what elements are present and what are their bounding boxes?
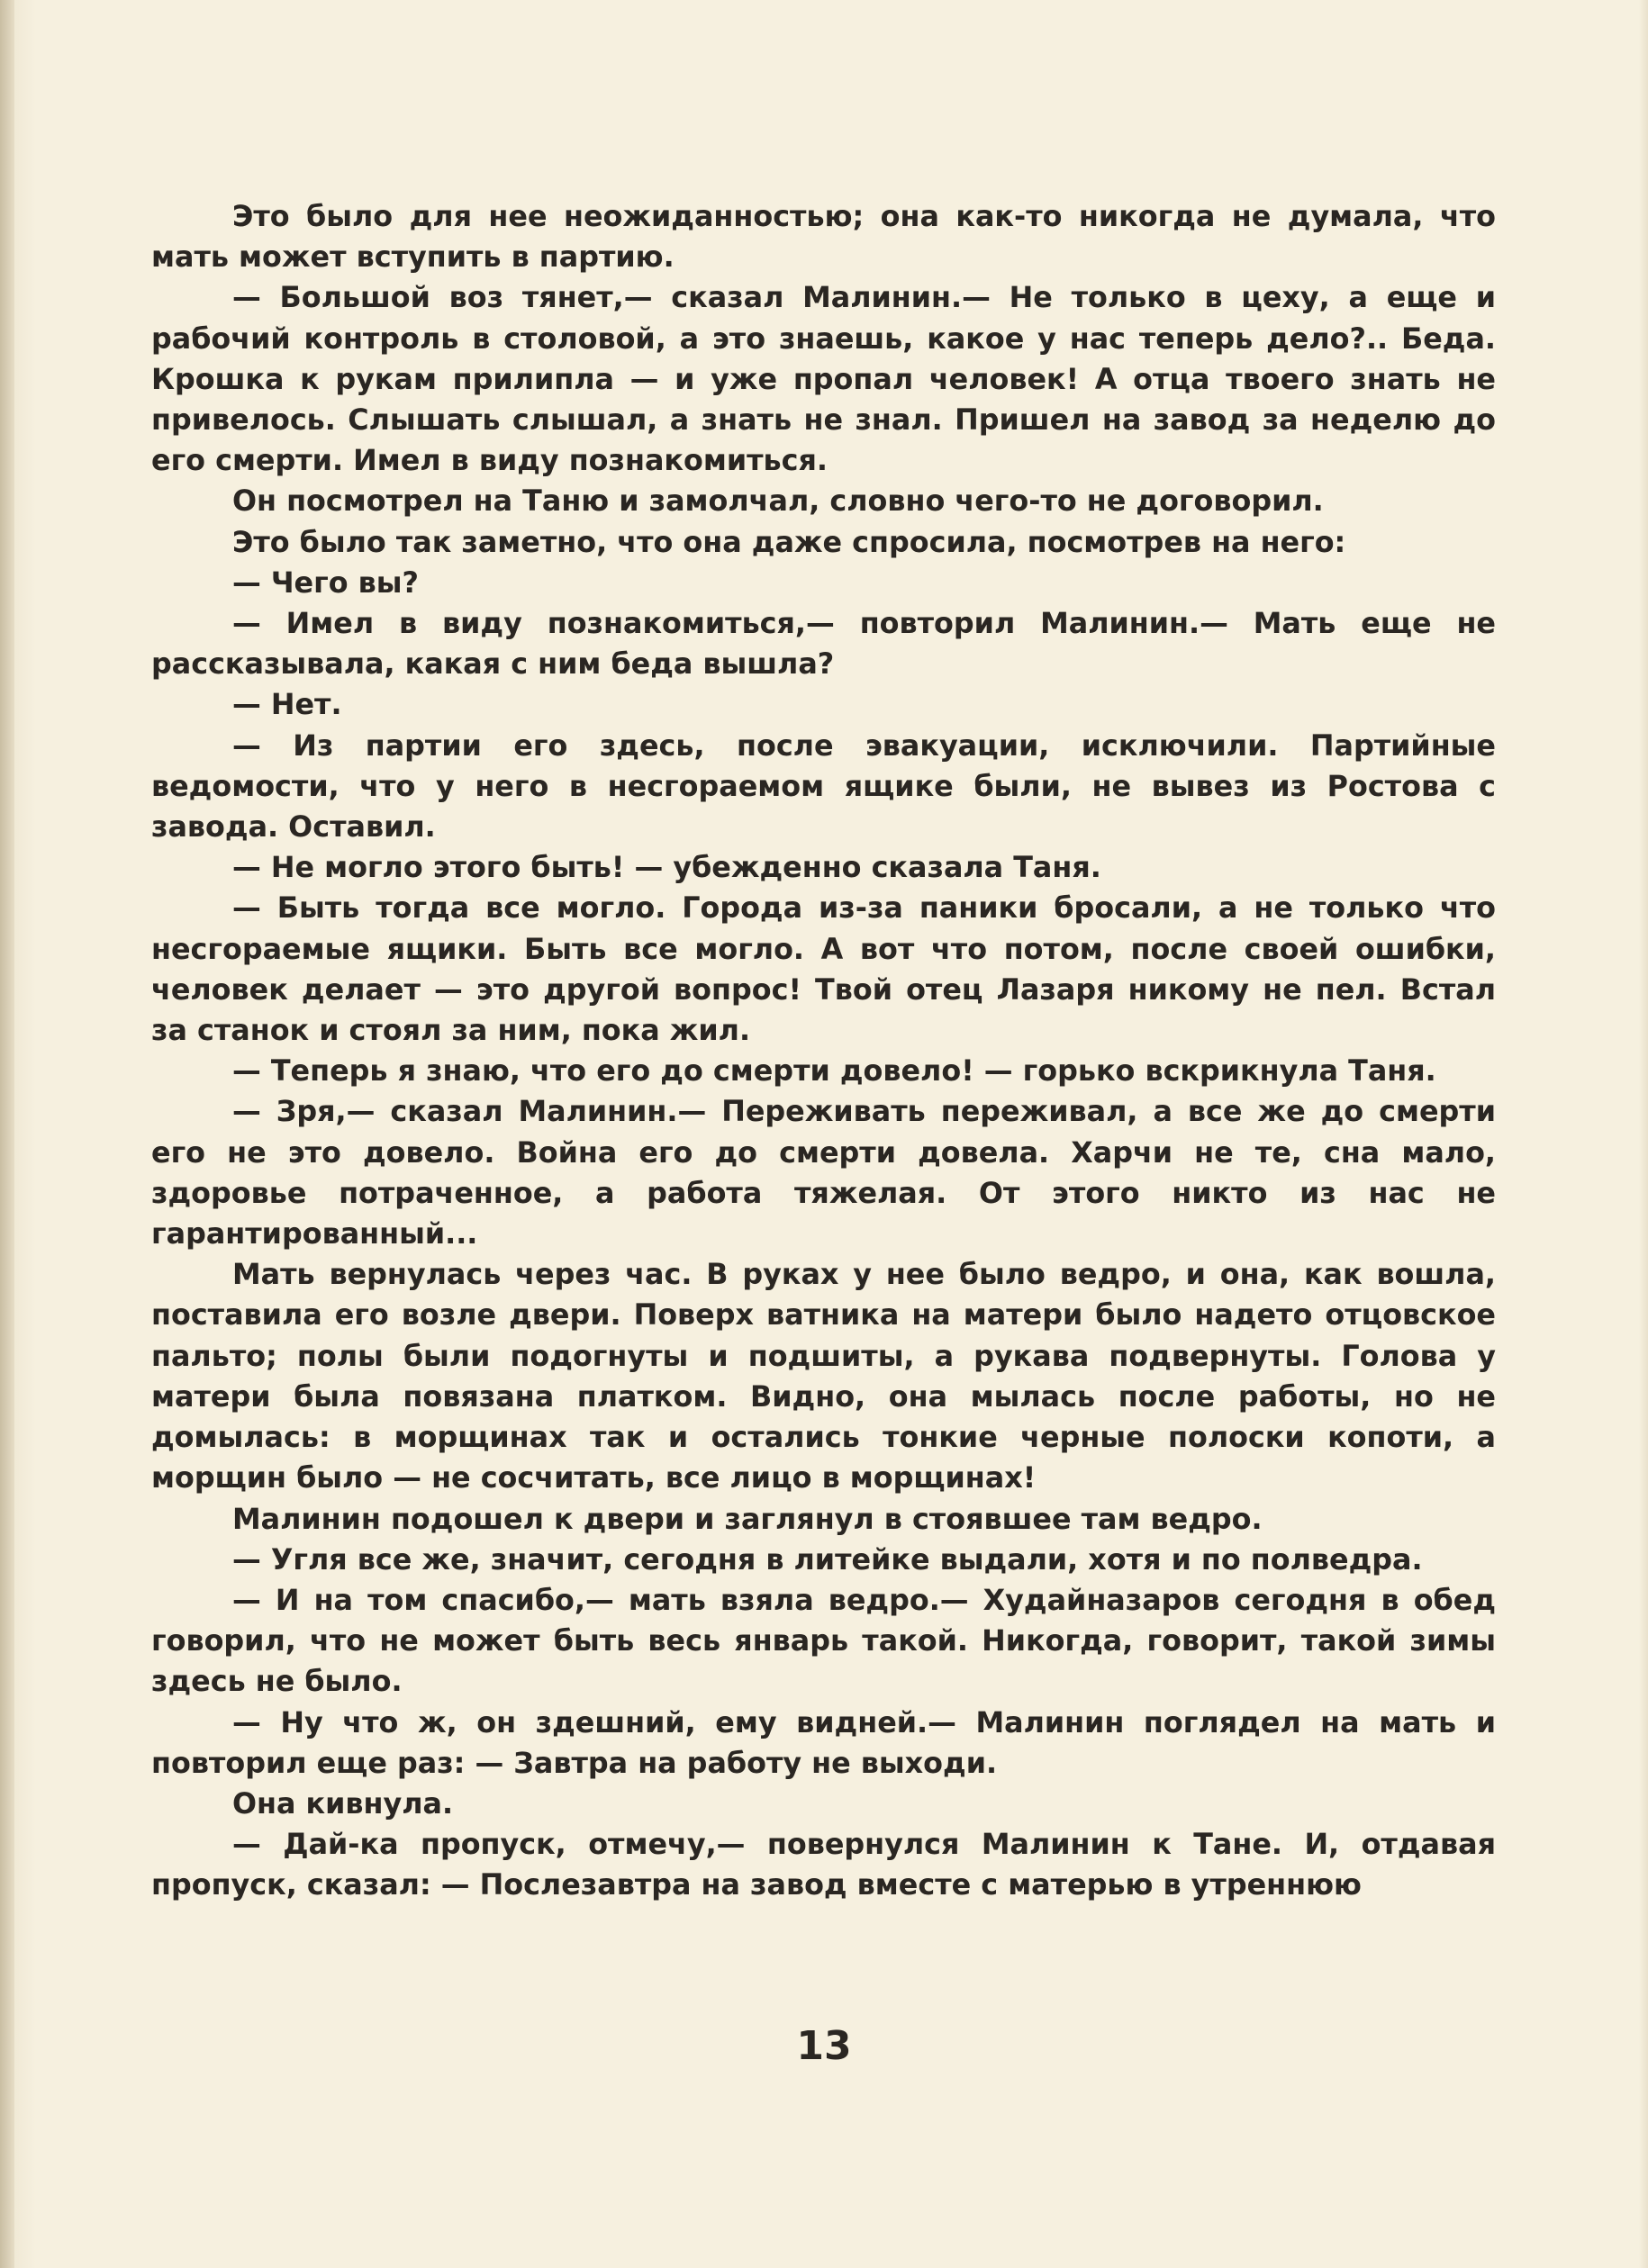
page-edge-shadow — [1639, 0, 1648, 2268]
paragraph: — Большой воз тянет,— сказал Малинин.— Не только в цеху, а еще и рабочий контроль в столовой, а это знаешь, какое у нас теперь дело?.. Беда. Крошка к рукам прилипла — и уже пропал человек! А отца твоего знать не привелось. Слышать слышал, а знать не знал. Пришел на завод за неделю до его смерти. Имел в виду познакомиться. — [151, 281, 1496, 478]
paragraph: — Ну что ж, он здешний, ему видней.— Малинин поглядел на мать и повторил еще раз: — Завтра на работу не выходи. — [151, 1705, 1496, 1780]
paragraph: Он посмотрел на Таню и замолчал, словно чего-то не договорил. — [232, 484, 1324, 519]
paragraph: — Нет. — [232, 688, 342, 722]
paragraph: — Дай-ка пропуск, отмечу,— повернулся Малинин к Тане. И, отдавая пропуск, сказал: — Послезавтра на завод вместе с матерью в утреннюю — [151, 1828, 1496, 1902]
paragraph: Это было для нее неожиданностью; она как-то никогда не думала, что мать может вступить в партию. — [151, 200, 1496, 275]
page-spine-shadow — [0, 0, 14, 2268]
paragraph: — Быть тогда все могло. Города из-за паники бросали, а не только что несгораемые ящики. Быть все могло. А вот что потом, после своей ошибки, человек делает — это другой вопрос! Твой отец Лазаря никому не пел. Встал за станок и стоял за ним, пока жил. — [151, 891, 1496, 1048]
paragraph: — Имел в виду познакомиться,— повторил Малинин.— Мать еще не рассказывала, какая с ним беда вышла? — [151, 607, 1496, 682]
paragraph: — Угля все же, значит, сегодня в литейке выдали, хотя и по полведра. — [232, 1542, 1423, 1577]
paragraph: — Теперь я знаю, что его до смерти довело! — горько вскрикнула Таня. — [232, 1054, 1436, 1089]
paragraph: — Не могло этого быть! — убежденно сказала Таня. — [232, 851, 1101, 885]
paragraph: Она кивнула. — [232, 1786, 454, 1821]
paragraph: — И на том спасибо,— мать взяла ведро.— Худайназаров сегодня в обед говорил, что не может быть весь январь такой. Никогда, говорит, такой зимы здесь не было. — [151, 1583, 1496, 1699]
paragraph: — Чего вы? — [232, 565, 419, 600]
page-number: 13 — [796, 2023, 852, 2069]
paragraph: Это было так заметно, что она даже спросила, посмотрев на него: — [232, 525, 1346, 559]
body-text — [151, 196, 1496, 1906]
paragraph: — Из партии его здесь, после эвакуации, исключили. Партийные ведомости, что у него в несгораемом ящике были, не вывез из Ростова с завода. Оставил. — [151, 728, 1496, 845]
paragraph: Мать вернулась через час. В руках у нее было ведро, и она, как вошла, поставила его возле двери. Поверх ватника на матери было надето отцовское пальто; полы были подогнуты и подшиты, а рукава подвернуты. Голова у матери была повязана платком. Видно, она мылась после работы, но не домылась: в морщинах так и остались тонкие черные полоски копоти, а морщин было — не сосчитать, все лицо в морщинах! — [151, 1258, 1496, 1495]
paragraph: — Зря,— сказал Малинин.— Переживать переживал, а все же до смерти его не это довело. Война его до смерти довела. Харчи не те, сна мало, здоровье потраченное, а работа тяжелая. От этого никто из нас не гарантированный... — [151, 1095, 1496, 1251]
paragraph: Малинин подошел к двери и заглянул в стоявшее там ведро. — [232, 1502, 1263, 1536]
